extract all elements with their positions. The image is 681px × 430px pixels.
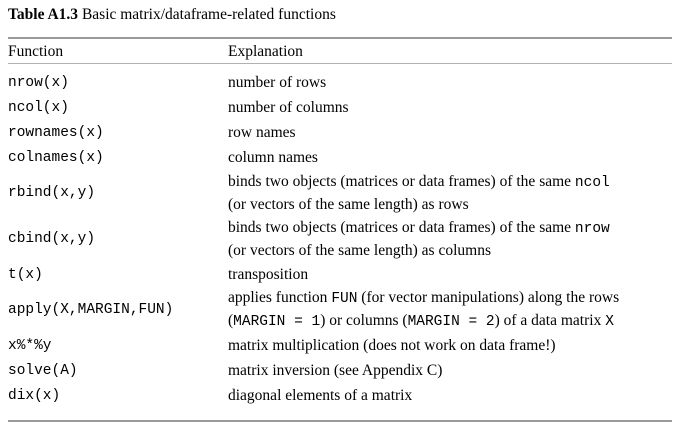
explanation-text: (or vectors of the same length) as columns — [228, 241, 491, 259]
table-row — [8, 120, 672, 145]
inline-code: nrow — [574, 220, 610, 237]
table-row — [8, 358, 672, 383]
table-row — [8, 95, 672, 120]
explanation-text: number of rows — [228, 73, 327, 91]
explanation-line — [228, 335, 672, 357]
explanation-cell — [228, 287, 672, 333]
explanation-text: ) or columns ( — [320, 312, 408, 329]
function-cell: ncol(x) — [8, 99, 69, 116]
explanation-text: ) of a data matrix — [494, 312, 606, 329]
inline-code: X — [605, 314, 614, 330]
explanation-line — [228, 147, 672, 169]
explanation-line — [228, 171, 672, 194]
explanation-text: binds two objects (matrices or data frames) of the same — [228, 172, 575, 190]
table-row — [8, 145, 672, 170]
explanation-line — [228, 360, 672, 382]
inline-code: MARGIN = 2 — [407, 314, 495, 330]
function-cell: rownames(x) — [8, 124, 104, 141]
explanation-cell — [228, 70, 672, 95]
inline-code: ncol — [574, 174, 610, 191]
explanation-line — [228, 240, 672, 262]
table-caption — [8, 5, 336, 25]
header-function: Function — [8, 43, 64, 60]
explanation-text: transposition — [228, 265, 309, 283]
table-row — [8, 170, 672, 216]
header-explanation: Explanation — [228, 43, 303, 60]
table-row — [8, 216, 672, 262]
top-rule — [8, 37, 672, 39]
explanation-text: number of columns — [228, 98, 349, 116]
explanation-cell — [228, 383, 672, 408]
table-body — [8, 70, 672, 408]
function-cell: colnames(x) — [8, 149, 104, 166]
function-cell: rbind(x,y) — [8, 185, 96, 201]
explanation-line — [228, 122, 672, 144]
explanation-line — [228, 264, 672, 286]
table-row — [8, 287, 672, 333]
table-row — [8, 262, 672, 287]
explanation-text: matrix multiplication (does not work on data frame!) — [228, 336, 556, 354]
explanation-line — [228, 97, 672, 119]
explanation-cell — [228, 145, 672, 170]
table-row — [8, 333, 672, 358]
explanation-text: row names — [228, 123, 296, 141]
function-cell: nrow(x) — [8, 74, 69, 91]
table-title: Basic matrix/dataframe-related functions — [81, 6, 336, 23]
explanation-line — [228, 385, 672, 407]
explanation-cell — [228, 358, 672, 383]
explanation-text: matrix inversion (see Appendix C) — [228, 361, 443, 379]
function-cell: solve(A) — [8, 362, 78, 379]
explanation-line — [228, 194, 672, 216]
explanation-text: applies function — [228, 289, 332, 306]
function-cell: t(x) — [8, 266, 43, 283]
explanation-cell — [228, 333, 672, 358]
inline-code: FUN — [331, 291, 358, 307]
explanation-text: ( — [228, 312, 234, 329]
table-row — [8, 70, 672, 95]
function-cell: apply(X,MARGIN,FUN) — [8, 302, 174, 318]
explanation-line — [228, 72, 672, 94]
table-number: Table A1.3 — [8, 6, 79, 23]
explanation-cell — [228, 170, 672, 216]
explanation-text: (or vectors of the same length) as rows — [228, 195, 469, 213]
explanation-text: column names — [228, 148, 318, 166]
explanation-line — [228, 217, 672, 240]
explanation-cell — [228, 95, 672, 120]
function-cell: cbind(x,y) — [8, 231, 96, 247]
function-cell: dix(x) — [8, 387, 61, 404]
explanation-line — [228, 287, 672, 310]
explanation-cell — [228, 120, 672, 145]
inline-code: MARGIN = 1 — [233, 314, 321, 330]
function-cell: x%*%y — [8, 337, 52, 354]
explanation-cell — [228, 216, 672, 262]
explanation-text: diagonal elements of a matrix — [228, 386, 413, 404]
header-rule — [8, 63, 672, 64]
functions-table — [8, 70, 672, 408]
bottom-rule — [8, 420, 672, 422]
explanation-line — [228, 310, 672, 333]
explanation-text: binds two objects (matrices or data frames) of the same — [228, 218, 575, 236]
explanation-cell — [228, 262, 672, 287]
table-row — [8, 383, 672, 408]
explanation-text: (for vector manipulations) along the rows — [357, 289, 620, 306]
